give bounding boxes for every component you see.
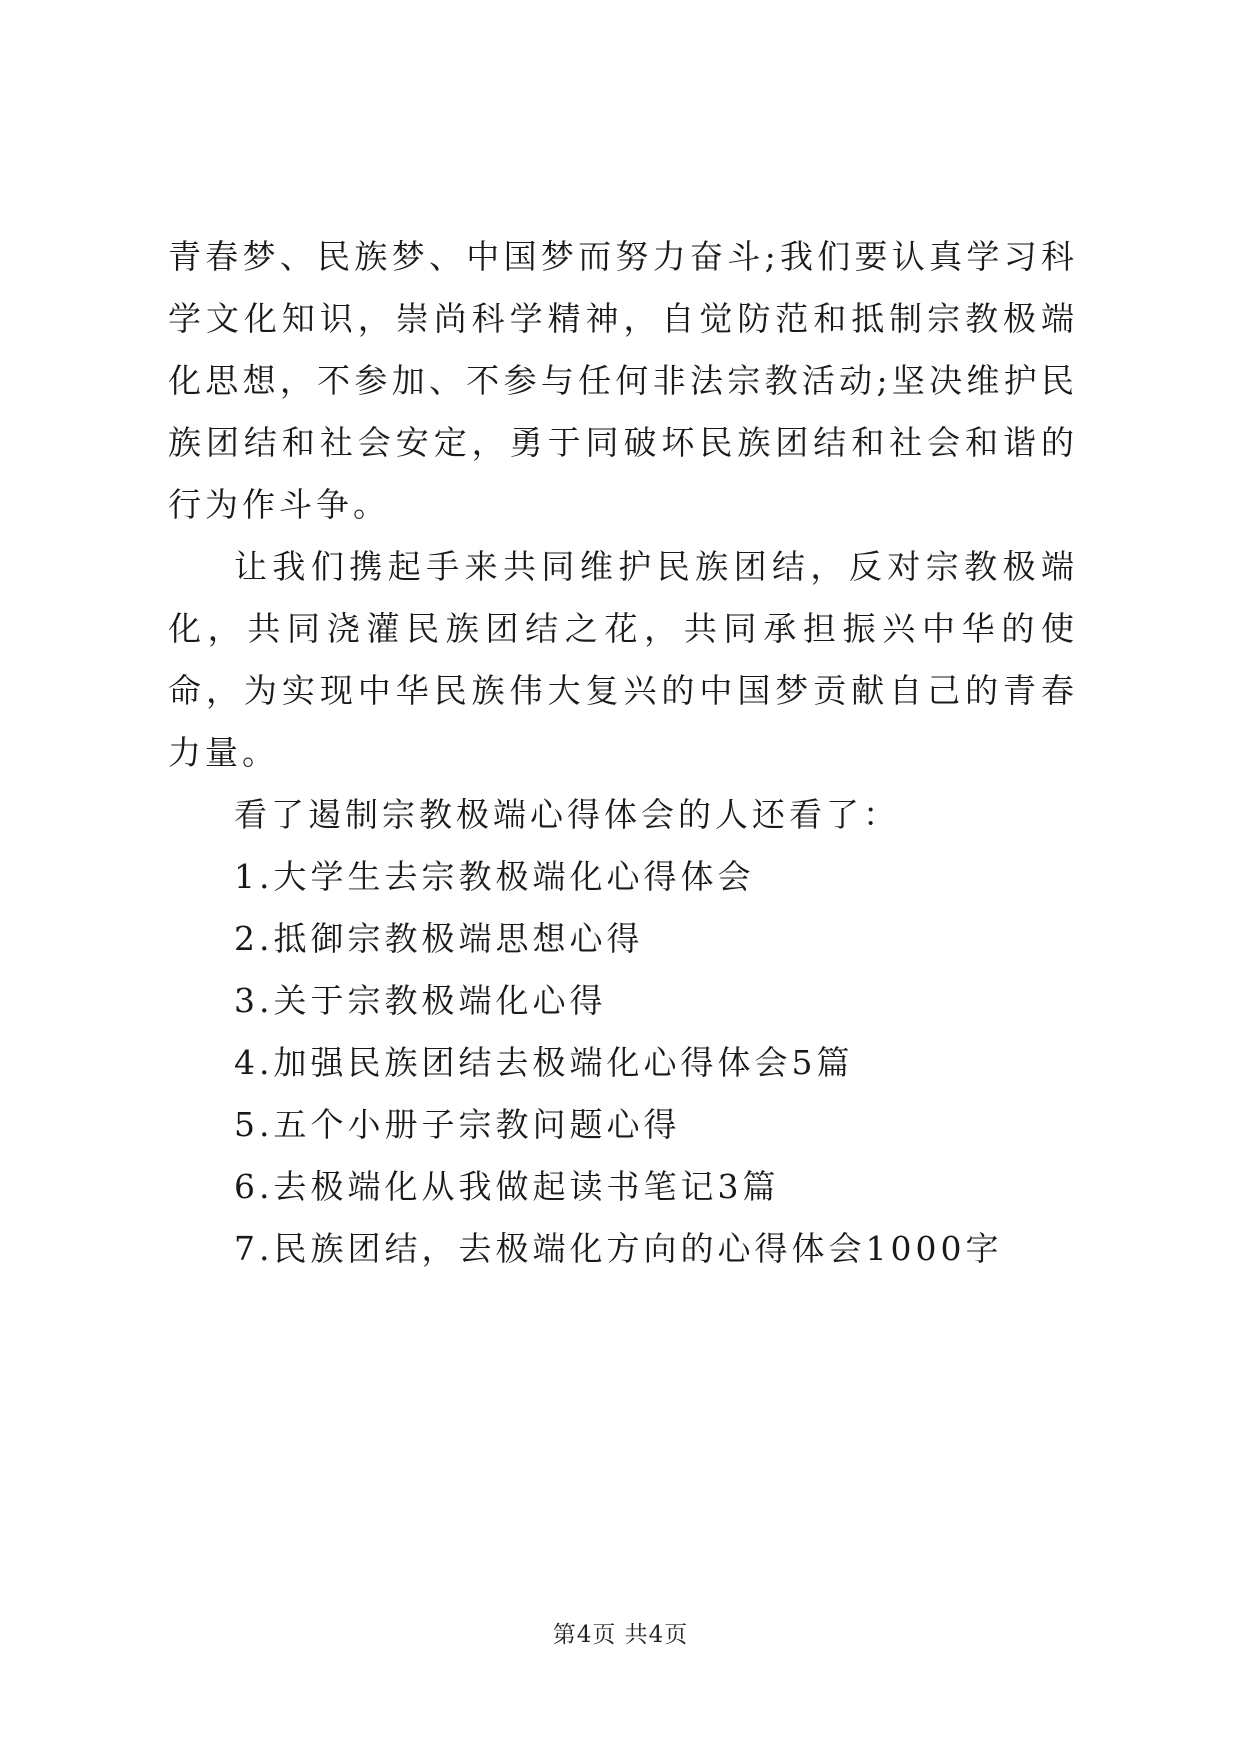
paragraph-call-to-action: 让我们携起手来共同维护民族团结，反对宗教极端化，共同浇灌民族团结之花，共同承担振兴中华的使命，为实现中华民族伟大复兴的中国梦贡献自己的青春力量。 xyxy=(168,547,1078,772)
related-article-link[interactable]: 6.去极端化从我做起读书笔记3篇 xyxy=(234,1167,780,1206)
related-article-link[interactable]: 4.加强民族团结去极端化心得体会5篇 xyxy=(234,1043,854,1082)
page-footer xyxy=(0,1616,1241,1649)
related-article-link[interactable]: 7.民族团结，去极端化方向的心得体会1000字 xyxy=(234,1229,1003,1268)
related-articles-heading: 看了遏制宗教极端心得体会的人还看了： xyxy=(234,795,900,834)
document-body xyxy=(168,226,1078,1280)
paragraph-continuation: 青春梦、民族梦、中国梦而努力奋斗;我们要认真学习科学文化知识，崇尚科学精神，自觉防范和抵制宗教极端化思想，不参加、不参与任何非法宗教活动;坚决维护民族团结和社会安定，勇于同破坏民族团结和社会和谐的行为作斗争。 xyxy=(168,237,1078,524)
related-article-link[interactable]: 2.抵御宗教极端思想心得 xyxy=(234,919,644,958)
related-article-link[interactable]: 5.五个小册子宗教问题心得 xyxy=(234,1105,681,1144)
related-article-link[interactable]: 3.关于宗教极端化心得 xyxy=(234,981,607,1020)
related-articles-list xyxy=(168,846,1078,1280)
related-article-link[interactable]: 1.大学生去宗教极端化心得体会 xyxy=(234,857,755,896)
page-number: 第4页 共4页 xyxy=(552,1622,689,1648)
